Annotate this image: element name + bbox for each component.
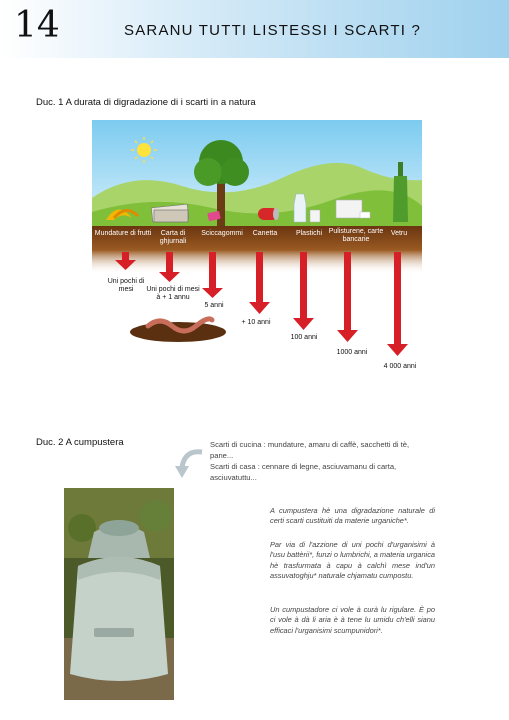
- label-can: Canetta: [252, 230, 278, 237]
- duration-polystyrene: 1000 anni: [336, 349, 368, 356]
- degradation-illustration: [92, 120, 422, 382]
- arrow-newspaper: [159, 252, 180, 282]
- paragraph-care: Un cumpustadore ci vole à curà lu rigulare. È po ci vole à dà li aria è à tene lu umidu ch'elli sianu efficaci l'urganisimi scumpunidori*.: [270, 605, 435, 635]
- arrow-plastic: [293, 252, 314, 330]
- waste-line-kitchen: Scarti di cucina : mundature, amaru di caffè, sacchetti di tè, pane...: [210, 440, 410, 460]
- arrow-gum: [202, 252, 223, 298]
- duration-plastic: 100 anni: [290, 334, 318, 341]
- label-glass: Vetru: [390, 230, 408, 237]
- paragraph-process: Par via di l'azzione di uni pochi d'urganisimi à l'usu battèrii*, funzi o lumbrichi, a materia urganica hè trasfurmata à capu à calchì mese ind'un assuvatoghju* naturale chjamatu cumpostu.: [270, 540, 435, 581]
- label-plastic: Plastichi: [295, 230, 323, 237]
- compost-process: [270, 540, 435, 582]
- label-gum: Sciccagommi: [201, 230, 243, 237]
- duration-arrows: [92, 120, 422, 382]
- page-number: 14: [14, 5, 60, 46]
- doc2-title: Duc. 2 A cumpustera: [36, 437, 124, 448]
- compost-care: [270, 605, 435, 636]
- compost-definition: [270, 506, 435, 527]
- duration-glass: 4 000 anni: [383, 363, 417, 370]
- arrow-can: [249, 252, 270, 314]
- label-polystyrene: Pulisturene, carte bancarie: [328, 228, 384, 243]
- waste-list: [210, 439, 425, 483]
- duration-fruit: Uni pochi di mesi: [107, 278, 145, 293]
- duration-gum: 5 anni: [204, 302, 224, 309]
- label-fruit: Mundature di frutti: [94, 230, 152, 237]
- header-band: [0, 0, 509, 58]
- doc1-title: Duc. 1 A durata di digradazione di i scarti in a natura: [36, 97, 256, 108]
- arrow-fruit: [115, 252, 136, 270]
- arrow-glass: [387, 252, 408, 356]
- arrow-polystyrene: [337, 252, 358, 342]
- label-newspaper: Carta di ghjurnali: [159, 230, 187, 245]
- curved-arrow-icon: [174, 446, 204, 480]
- duration-newspaper: Uni pochi di mesi à + 1 annu: [146, 286, 200, 301]
- waste-line-house: Scarti di casa : cennare di legne, asciuvamanu di carta, asciuvatuttu...: [210, 462, 397, 482]
- paragraph-definition: A cumpustera hè una digradazione naturale di certi scarti custituiti da materie urganiche*.: [270, 506, 435, 526]
- page-title: SARANU TUTTI LISTESSI I SCARTI ?: [124, 22, 422, 39]
- duration-can: + 10 anni: [241, 319, 271, 326]
- compost-bin-photo: [64, 488, 174, 700]
